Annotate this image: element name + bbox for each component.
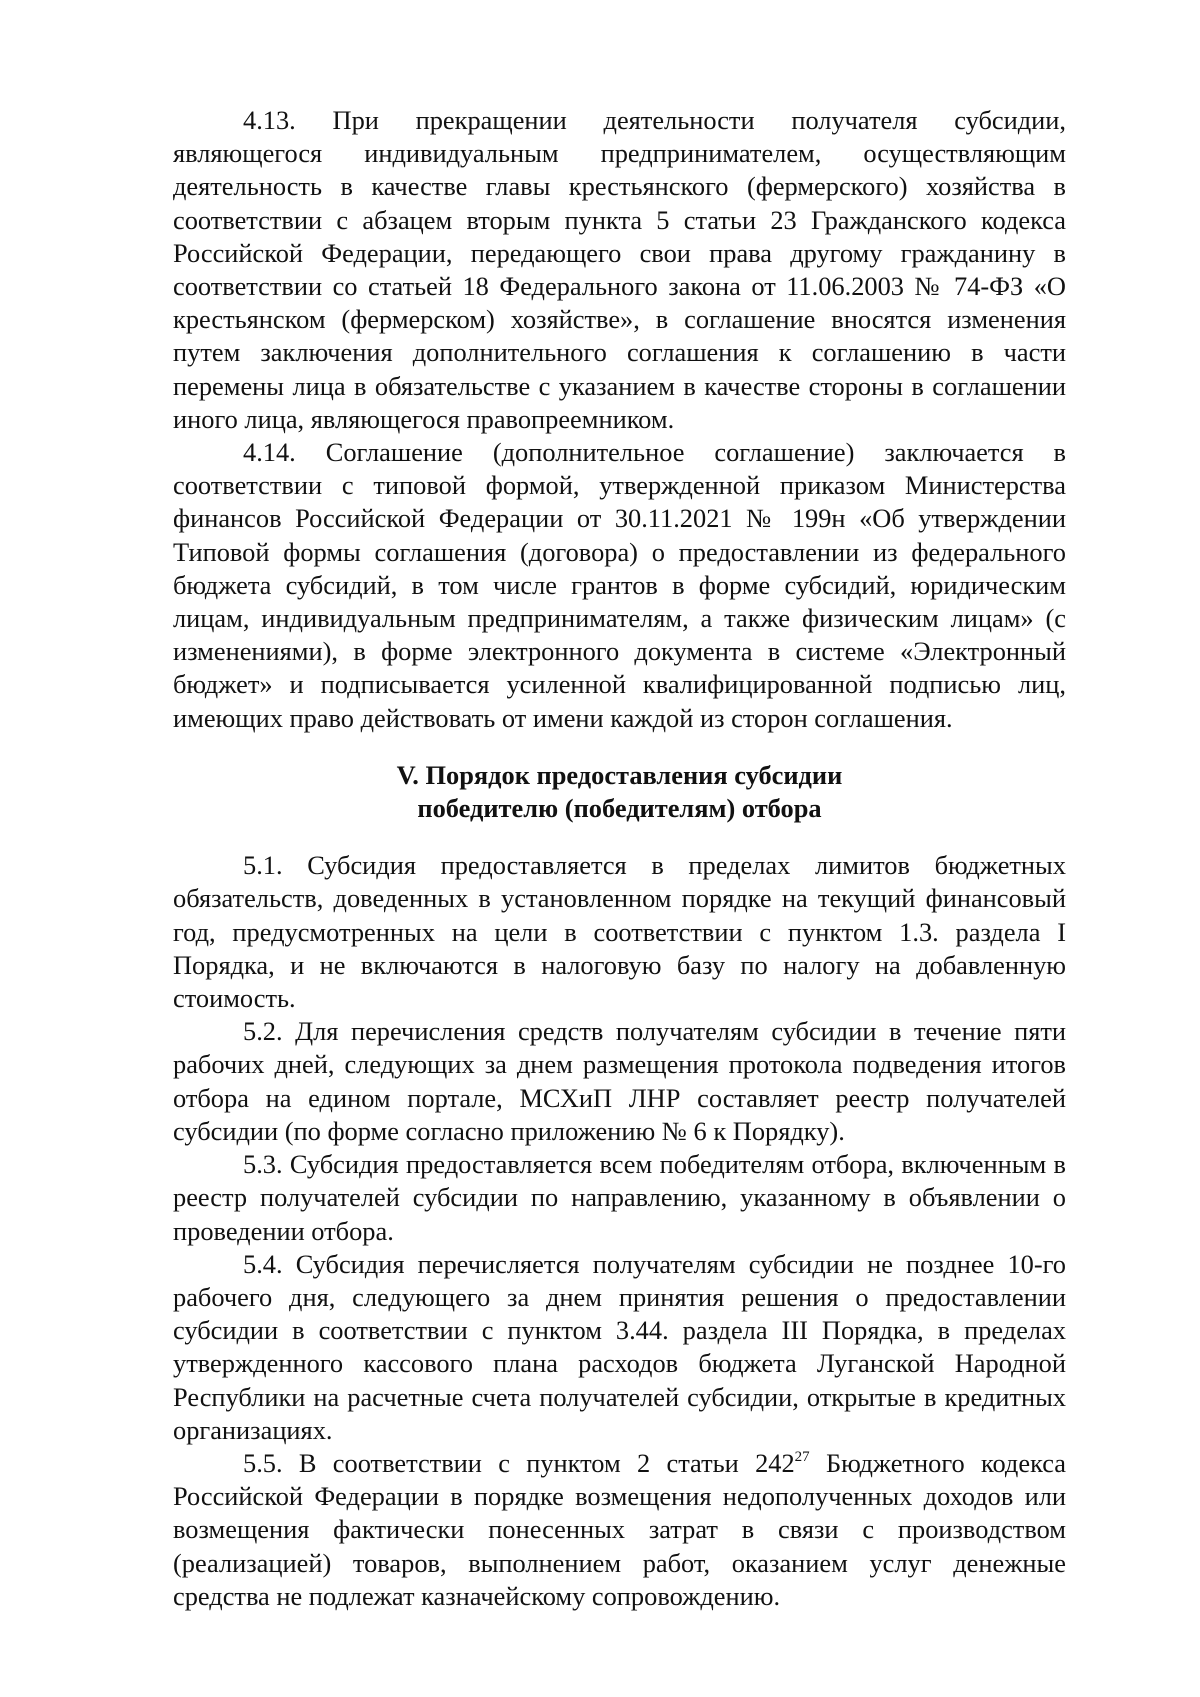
section-5-heading [173, 759, 1066, 825]
paragraph-5-5 [173, 1447, 1066, 1613]
paragraph-4-13: 4.13. При прекращении деятельности получателя субсидии, являющегося индивидуальным предпринимателем, осуществляющим деятельность в качестве главы крестьянского (фермерского) хозяйства в соответствии с абзацем вторым пункта 5 статьи 23 Гражданского кодекса Российской Федерации, передающего свои права другому гражданину в соответствии со статьей 18 Федерального закона от 11.06.2003 № 74-ФЗ «О крестьянском (фермерском) хозяйстве», в соглашение вносятся изменения путем заключения дополнительного соглашения к соглашению в части перемены лица в обязательстве с указанием в качестве стороны в соглашении иного лица, являющегося правопреемником. [173, 105, 1066, 434]
paragraph-5-3: 5.3. Субсидия предоставляется всем победителям отбора, включенным в реестр получателей субсидии по направлению, указанному в объявлении о проведении отбора. [173, 1149, 1066, 1246]
section-5-heading-line-2: победителю (победителям) отбора [417, 793, 822, 824]
paragraph-5-2: 5.2. Для перечисления средств получателям субсидии в течение пяти рабочих дней, следующих за днем размещения протокола подведения итогов отбора на едином портале, МСХиП ЛНР составляет реестр получателей субсидии (по форме согласно приложению № 6 к Порядку). [173, 1016, 1066, 1146]
paragraph-5-1: 5.1. Субсидия предоставляется в пределах лимитов бюджетных обязательств, доведенных в установленном порядке на текущий финансовый год, предусмотренных на цели в соответствии с пунктом 1.3. раздела I Порядка, и не включаются в налоговую базу по налогу на добавленную стоимость. [173, 850, 1066, 1014]
section-5-heading-line-1: V. Порядок предоставления субсидии [396, 759, 843, 790]
paragraph-5-5-start: 5.5. В соответствии с пунктом 2 статьи 242 [243, 1447, 795, 1478]
paragraph-5-5-end: Бюджетного кодекса Российской Федерации в порядке возмещения недополученных доходов или возмещения фактически понесенных затрат в связи с производством (реализацией) товаров, выполнением работ, оказанием услуг денежные средства не подлежат казначейскому сопровождению. [173, 1447, 1066, 1611]
article-superscript: 27 [794, 1448, 810, 1465]
paragraph-5-4: 5.4. Субсидия перечисляется получателям субсидии не позднее 10-го рабочего дня, следующего за днем принятия решения о предоставлении субсидии в соответствии с пунктом 3.44. раздела III Порядка, в пределах утвержденного кассового плана расходов бюджета Луганской Народной Республики на расчетные счета получателей субсидии, открытые в кредитных организациях. [173, 1248, 1066, 1445]
paragraph-4-14: 4.14. Соглашение (дополнительное соглашение) заключается в соответствии с типовой формой, утвержденной приказом Министерства финансов Российской Федерации от 30.11.2021 № 199н «Об утверждении Типовой формы соглашения (договора) о предоставлении из федерального бюджета субсидий, в том числе грантов в форме субсидий, юридическим лицам, индивидуальным предпринимателям, а также физическим лицам» (с изменениями), в форме электронного документа в системе «Электронный бюджет» и подписывается усиленной квалифицированной подписью лиц, имеющих право действовать от имени каждой из сторон соглашения. [173, 437, 1066, 733]
document-page [173, 104, 1066, 1613]
